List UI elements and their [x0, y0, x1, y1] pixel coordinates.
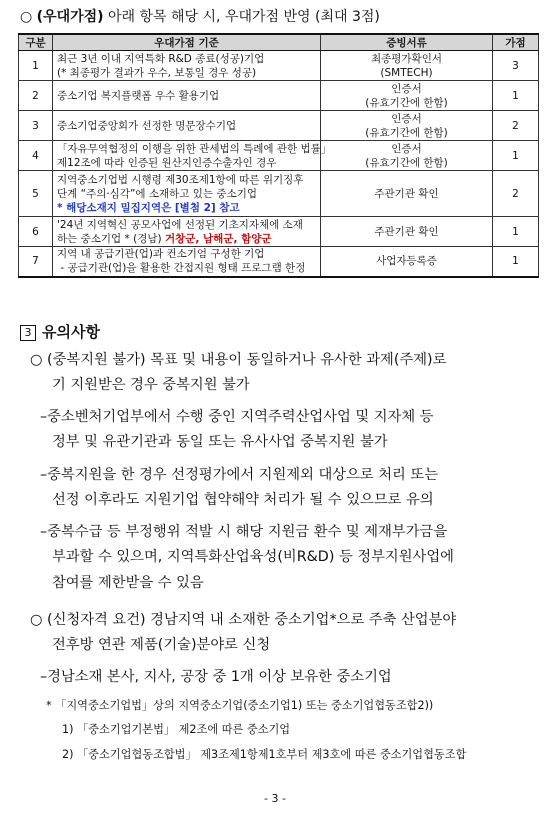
section-number-box: 3 — [20, 325, 36, 341]
evidence-line: 주관기관 확인 — [374, 187, 439, 200]
criteria-line: 단계 “주의·심각”에 소재하고 있는 중소기업 — [57, 187, 257, 200]
row-evidence — [321, 81, 493, 111]
evidence-line: 인증서 — [391, 112, 422, 125]
table-row — [19, 247, 539, 277]
row-number: 3 — [19, 111, 53, 141]
row-evidence — [321, 111, 493, 141]
heading-title-rest: 아래 항목 해당 시, 우대가점 반영 (최대 3점) — [103, 9, 380, 25]
row-points: 1 — [493, 141, 539, 171]
row-number: 2 — [19, 81, 53, 111]
criteria-line: 지역 내 공급기관(업)과 컨소기엄 구성한 기업 — [57, 248, 265, 261]
note-eligibility-line2: 전후방 연관 제품(기술)분야로 신청 — [52, 637, 271, 653]
row-points: 2 — [493, 111, 539, 141]
row-evidence — [321, 217, 493, 247]
table-row — [19, 51, 539, 81]
row-criteria — [53, 141, 332, 171]
header-category: 구분 — [19, 34, 53, 51]
row-criteria — [53, 81, 321, 111]
header-criteria: 우대가점 기준 — [53, 34, 321, 51]
note-dash2-line1: –중복지원을 한 경우 선정평가에서 지원제외 대상으로 처리 또는 — [40, 467, 439, 483]
row-points: 2 — [493, 171, 539, 217]
note-duplicate-line2: 기 지원받은 경우 중복지원 불가 — [52, 377, 250, 393]
evidence-line: 인증서 — [391, 142, 422, 155]
row-evidence — [321, 247, 493, 277]
criteria-line: 지역중소기업법 시행령 제30조제1항에 따른 위기징후 — [57, 173, 304, 186]
note-dash3-line3: 참여를 제한받을 수 있음 — [52, 575, 204, 591]
note-dash3-line1: –중복수급 등 부정행위 적발 시 해당 지원금 환수 및 제재부가금을 — [40, 524, 448, 540]
row-points: 1 — [493, 217, 539, 247]
row-criteria — [53, 247, 321, 277]
footnote-1: 1) 「중소기업기본법」 제2조에 따른 중소기업 — [62, 723, 291, 736]
row-criteria — [53, 111, 321, 141]
criteria-note: * 해당소재지 밀집지역은 [별첨 2] 참고 — [57, 201, 240, 214]
table-row — [19, 171, 539, 217]
row-points: 1 — [493, 247, 539, 277]
evidence-line: 최종평가확인서 — [370, 52, 442, 65]
criteria-line: '24년 지역혁신 공모사업에 선정된 기초지자체에 소재 — [57, 218, 303, 231]
note-dash4-line1: –경남소재 본사, 지사, 공장 중 1개 이상 보유한 중소기업 — [40, 669, 392, 685]
footnote-2: 2) 「중소기업협동조합법」 제3조제1항제1호부터 제3호에 따른 중소기업협동조합 — [62, 748, 467, 761]
row-criteria — [53, 217, 321, 247]
section-heading — [20, 321, 100, 342]
header-evidence: 증빙서류 — [321, 34, 493, 51]
note-eligibility-line1: ○ (신청자격 요건) 경남지역 내 소재한 중소기업*으로 주축 산업분야 — [30, 612, 457, 628]
evidence-line: 인증서 — [391, 82, 422, 95]
criteria-line: 최근 3년 이내 지역특화 R&D 종료(성공)기업 — [57, 52, 265, 65]
note-dash2-line2: 선정 이후라도 지원기업 협약해약 처리가 될 수 있으므로 유의 — [52, 492, 434, 508]
row-number: 4 — [19, 141, 53, 171]
row-number: 5 — [19, 171, 53, 217]
row-evidence — [321, 141, 493, 171]
table-row — [19, 141, 539, 171]
row-evidence — [321, 51, 493, 81]
row-number: 1 — [19, 51, 53, 81]
footnote-star: * 「지역중소기업법」상의 지역중소기업(중소기업1) 또는 중소기업협동조합2)) — [46, 699, 434, 712]
evidence-line: 주관기관 확인 — [374, 225, 439, 238]
evidence-line: (유효기간에 한함) — [365, 126, 448, 139]
note-duplicate-line1: ○ (중복지원 불가) 목표 및 내용이 동일하거나 유사한 과제(주제)로 — [30, 352, 447, 368]
page-number: - 3 - — [264, 792, 286, 805]
evidence-line: (SMTECH) — [380, 66, 433, 79]
preference-heading — [20, 6, 380, 26]
table-row — [19, 217, 539, 247]
row-criteria — [53, 51, 321, 81]
row-number: 7 — [19, 247, 53, 277]
region-highlight: 거창군, 남해군, 함양군 — [164, 232, 272, 245]
table-row — [19, 81, 539, 111]
heading-bullet: ○ — [20, 9, 33, 25]
note-dash3-line2: 부과할 수 있으며, 지역특화산업육성(비R&D) 등 정부지원사업에 — [52, 549, 454, 565]
table-header-row — [19, 34, 539, 51]
evidence-line: (유효기간에 한함) — [365, 96, 448, 109]
row-criteria — [53, 171, 321, 217]
header-points: 가점 — [493, 34, 539, 51]
preference-table — [18, 33, 539, 278]
heading-title-bold: (우대가점) — [36, 9, 104, 25]
evidence-line: 사업자등록증 — [376, 255, 437, 268]
criteria-line: 「자유무역협정의 이행을 위한 관세법의 특례에 관한 법률」 — [57, 142, 332, 155]
table-row — [19, 111, 539, 141]
note-dash1-line1: –중소벤처기업부에서 수행 중인 지역주력산업사업 및 지자체 등 — [40, 409, 434, 425]
criteria-text: 하는 중소기업 * (경남) — [57, 232, 165, 245]
row-points: 1 — [493, 81, 539, 111]
criteria-line: 제12조에 따라 인증된 원산지인증수출자인 경우 — [57, 156, 277, 169]
criteria-line: 중소기업중앙회가 선정한 명문장수기업 — [57, 119, 237, 132]
row-evidence — [321, 171, 493, 217]
evidence-line: (유효기간에 한함) — [365, 156, 448, 169]
section-title: 유의사항 — [42, 323, 100, 341]
criteria-line: (* 최종평가 결과가 우수, 보통일 경우 성공) — [57, 66, 257, 79]
criteria-line: - 공급기관(업)을 활용한 간접지원 형태 프로그램 한정 — [57, 262, 306, 275]
row-number: 6 — [19, 217, 53, 247]
criteria-line: 중소기업 복지플랫폼 우수 활용기업 — [57, 89, 220, 102]
note-dash1-line2: 정부 및 유관기관과 동일 또는 유사사업 중복지원 불가 — [52, 434, 388, 450]
criteria-line — [57, 232, 316, 246]
row-points: 3 — [493, 51, 539, 81]
